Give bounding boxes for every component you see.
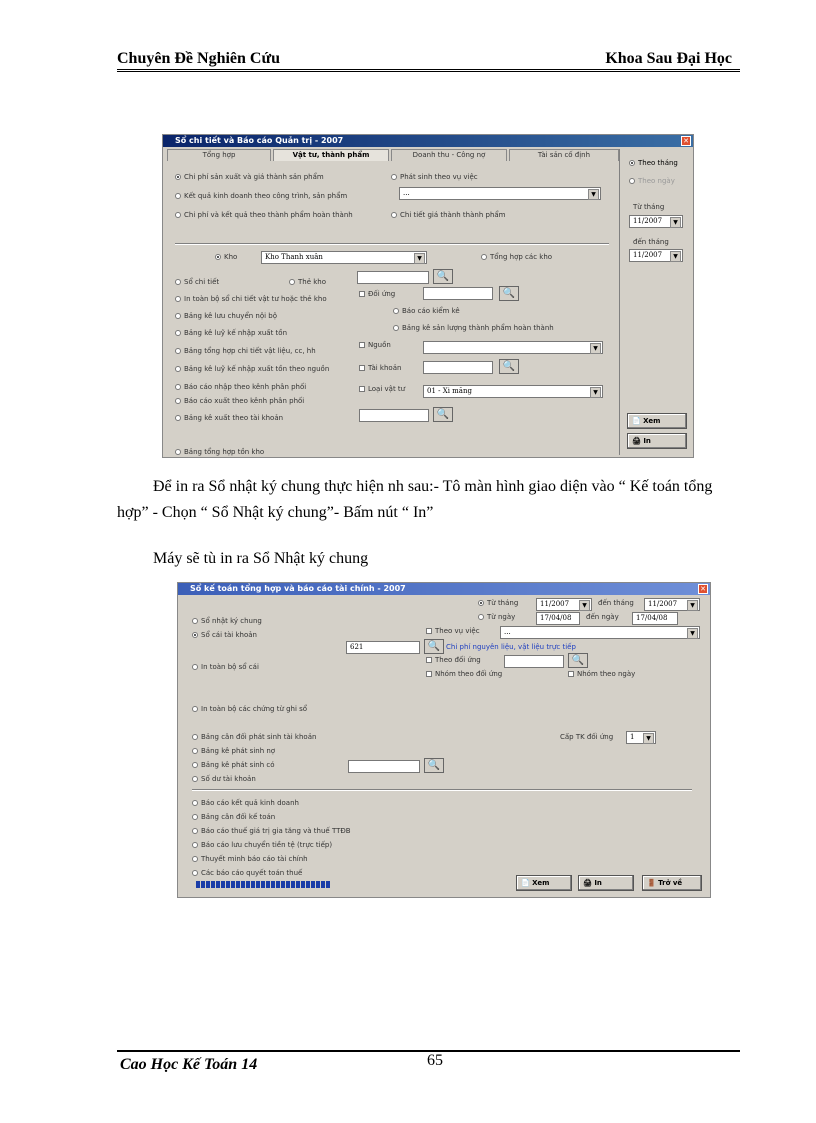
footer-left: Cao Học Kế Toán 14 (120, 1056, 258, 1073)
view-icon: 📄 (632, 417, 644, 425)
search-icon[interactable]: 🔍 (499, 286, 519, 301)
xuat-tk-input[interactable] (359, 409, 429, 422)
printer-icon: 🖨 (632, 437, 644, 445)
arising-select[interactable]: ... ▼ (399, 187, 601, 200)
ledger-report-window (177, 582, 711, 898)
header-right: Khoa Sau Đại Học (605, 50, 732, 67)
search-icon[interactable]: 🔍 (433, 407, 453, 422)
opt-detail-cost[interactable]: Chi tiết giá thành thành phẩm (391, 211, 506, 219)
opt-report-notes[interactable]: Thuyết minh báo cáo tài chính (192, 855, 308, 863)
opt-all-kho[interactable]: Tổng hợp các kho (481, 253, 552, 261)
the-kho-input[interactable] (357, 271, 429, 284)
chk-theo-vu-viec[interactable]: Theo vụ việc (426, 627, 480, 635)
tu-thang-select[interactable]: 11/2007 ▼ (629, 215, 683, 228)
search-icon[interactable]: 🔍 (433, 269, 453, 284)
den-ngay-label: đến ngày (586, 613, 619, 621)
level-select[interactable]: 1 ▼ (626, 731, 656, 744)
opt-report-tax[interactable]: Các báo cáo quyết toán thuế (192, 869, 302, 877)
opt-cost[interactable]: Chi phí sản xuất và giá thành sản phẩm (175, 173, 324, 181)
opt-theo-ngay[interactable]: Theo ngày (629, 177, 675, 185)
opt-ton-kho[interactable]: Bảng tổng hợp tồn kho (175, 448, 264, 456)
level-label: Cấp TK đối ứng (560, 733, 614, 741)
progress-bar (196, 881, 330, 888)
print-button[interactable]: 🖨 In (578, 875, 634, 891)
chk-nguon[interactable]: Nguồn (359, 341, 391, 349)
opt-debit[interactable]: Bảng kê phát sinh nợ (192, 747, 275, 755)
doi-ung-input[interactable] (423, 287, 493, 300)
opt-bc-nhap[interactable]: Báo cáo nhập theo kênh phân phối (175, 383, 306, 391)
opt-so-chi-tiet[interactable]: Sổ chi tiết (175, 278, 219, 286)
opt-all-ledger[interactable]: In toàn bộ sổ cái (192, 663, 259, 671)
print-button[interactable]: 🖨 In (627, 433, 687, 449)
opt-result[interactable]: Kết quả kinh doanh theo công trình, sản phẩm (175, 192, 347, 200)
view-button[interactable]: 📄 Xem (516, 875, 572, 891)
window2-titlebar (178, 583, 710, 595)
view-button[interactable]: 📄 Xem (627, 413, 687, 429)
header-left: Chuyên Đề Nghiên Cứu (117, 50, 280, 67)
opt-credit[interactable]: Bảng kê phát sinh có (192, 761, 275, 769)
result-paragraph: Máy sẽ tù in ra Sổ Nhật ký chung (153, 550, 369, 567)
opt-luy-ke[interactable]: Bảng kê luỹ kế nhập xuất tồn (175, 329, 287, 337)
opt-report-business[interactable]: Báo cáo kết quả kinh doanh (192, 799, 299, 807)
opt-balance[interactable]: Số dư tài khoản (192, 775, 256, 783)
w2-den-thang-select[interactable]: 11/2007 ▼ (644, 598, 700, 611)
tu-thang-label: Từ tháng (633, 203, 665, 211)
opt-journal[interactable]: Sổ nhật ký chung (192, 617, 262, 625)
credit-input[interactable] (348, 760, 420, 773)
opt-tong-hop-chi-tiet[interactable]: Bảng tổng hợp chi tiết vật liệu, cc, hh (175, 347, 316, 355)
chk-group-counter[interactable]: Nhóm theo đối ứng (426, 670, 502, 678)
tab-vat-tu[interactable]: Vật tư, thành phẩm (273, 149, 389, 161)
page-number: 65 (427, 1052, 443, 1069)
opt-cost-result[interactable]: Chi phí và kết quả theo thành phẩm hoàn thành (175, 211, 353, 219)
close-icon[interactable]: ✕ (698, 584, 708, 594)
chk-group-date[interactable]: Nhóm theo ngày (568, 670, 635, 678)
search-icon[interactable]: 🔍 (424, 639, 444, 654)
window1-titlebar (163, 135, 693, 147)
chk-tai-khoan[interactable]: Tài khoản (359, 364, 401, 372)
opt-tu-ngay[interactable]: Từ ngày (478, 613, 515, 621)
kho-select[interactable]: Kho Thanh xuân ▼ (261, 251, 427, 264)
opt-bc-kiem-ke[interactable]: Báo cáo kiểm kê (393, 307, 460, 315)
opt-arising[interactable]: Phát sinh theo vụ việc (391, 173, 478, 181)
w2-den-thang-label: đến tháng (598, 599, 634, 607)
opt-the-kho[interactable]: Thẻ kho (289, 278, 326, 286)
account-input[interactable]: 621 (346, 641, 420, 654)
tab-tai-san[interactable]: Tài sản cố định (509, 149, 619, 161)
tab-doanh-thu[interactable]: Doanh thu - Công nợ (391, 149, 507, 161)
view-icon: 📄 (521, 879, 533, 887)
opt-report-balance[interactable]: Bảng cân đối kế toán (192, 813, 275, 821)
loai-vat-tu-select[interactable]: 01 - Xi măng ▼ (423, 385, 603, 398)
opt-bk-xuat-tk[interactable]: Bảng kê xuất theo tài khoản (175, 414, 283, 422)
opt-luy-ke-nguon[interactable]: Bảng kê luỹ kế nhập xuất tồn theo nguồn (175, 365, 329, 373)
chk-doi-ung[interactable]: Đối ứng (359, 290, 395, 298)
search-icon[interactable]: 🔍 (499, 359, 519, 374)
opt-bk-san-luong[interactable]: Bảng kê sản lượng thành phẩm hoàn thành (393, 324, 554, 332)
opt-report-vat[interactable]: Báo cáo thuế giá trị gia tăng và thuế TTĐB (192, 827, 351, 835)
den-thang-label: đến tháng (633, 238, 669, 246)
detail-report-window (162, 134, 694, 458)
nguon-select[interactable] (423, 341, 603, 354)
counter-input[interactable] (504, 655, 564, 668)
den-thang-select[interactable]: 11/2007 ▼ (629, 249, 683, 262)
den-ngay-input[interactable]: 17/04/08 (632, 612, 678, 625)
instruction-paragraph: Để in ra Sổ nhật ký chung thực hiện nh sau:- Tô màn hình giao diện vào “ Kế toán tổng hợp” - Chọn “ Sổ Nhật ký chung”- Bấm nút “ In” (117, 478, 713, 521)
tai-khoan-input[interactable] (423, 361, 493, 374)
tab-tong-hop[interactable]: Tổng hợp (167, 149, 271, 161)
opt-kho[interactable]: Kho (215, 253, 237, 261)
case-select[interactable]: ... ▼ (500, 626, 700, 639)
close-icon[interactable]: ✕ (681, 136, 691, 146)
back-button[interactable]: 🚪 Trở về (642, 875, 702, 891)
opt-theo-thang[interactable]: Theo tháng (629, 159, 678, 167)
tu-ngay-input[interactable]: 17/04/08 (536, 612, 580, 625)
search-icon[interactable]: 🔍 (568, 653, 588, 668)
chk-loai-vat-tu[interactable]: Loại vật tư (359, 385, 405, 393)
search-icon[interactable]: 🔍 (424, 758, 444, 773)
page-header (117, 50, 740, 72)
window2-title: Sổ kế toán tổng hợp và báo cáo tài chính - 2007 (190, 584, 406, 593)
opt-bc-xuat[interactable]: Báo cáo xuất theo kênh phân phối (175, 397, 304, 405)
opt-all-vouchers[interactable]: In toàn bộ các chứng từ ghi sổ (192, 705, 307, 713)
opt-trial-balance[interactable]: Bảng cân đối phát sinh tài khoản (192, 733, 316, 741)
opt-ledger[interactable]: Sổ cái tài khoản (192, 631, 257, 639)
window1-title: Sổ chi tiết và Báo cáo Quản trị - 2007 (175, 136, 344, 145)
opt-luu-chuyen[interactable]: Bảng kê lưu chuyển nội bộ (175, 312, 277, 320)
printer-icon: 🖨 (583, 879, 595, 887)
exit-icon: 🚪 (647, 879, 659, 887)
opt-tu-thang[interactable]: Từ tháng (478, 599, 518, 607)
chk-theo-doi-ung[interactable]: Theo đối ứng (426, 656, 481, 664)
w2-tu-thang-select[interactable]: 11/2007 ▼ (536, 598, 592, 611)
account-description: Chi phí nguyên liệu, vật liệu trực tiếp (446, 643, 576, 651)
opt-report-cashflow[interactable]: Báo cáo lưu chuyển tiền tệ (trực tiếp) (192, 841, 332, 849)
opt-in-toan-bo[interactable]: In toàn bộ sổ chi tiết vật tư hoặc thẻ kho (175, 295, 327, 303)
